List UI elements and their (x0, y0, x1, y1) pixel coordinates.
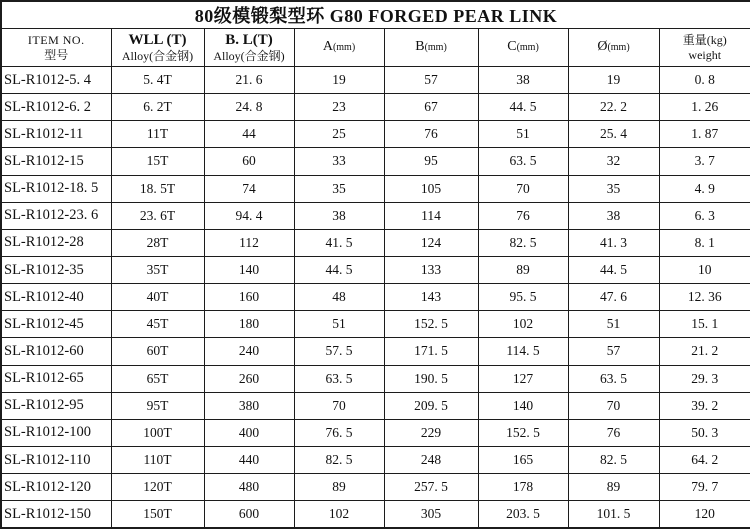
cell-diameter: 32 (568, 148, 659, 175)
cell-b: 114 (384, 202, 478, 229)
cell-weight: 50. 3 (659, 419, 750, 446)
cell-item-no: SL-R1012-40 (1, 284, 111, 311)
cell-bl: 480 (204, 474, 294, 501)
cell-a: 35 (294, 175, 384, 202)
cell-c: 89 (478, 256, 568, 283)
col-header-b-unit: (mm) (424, 42, 447, 54)
col-header-diameter (568, 29, 659, 67)
cell-b: 305 (384, 501, 478, 528)
cell-a: 23 (294, 94, 384, 121)
cell-c: 140 (478, 392, 568, 419)
cell-item-no: SL-R1012-45 (1, 311, 111, 338)
col-header-bl-sub: Alloy(合金钢) (213, 48, 285, 63)
cell-weight: 15. 1 (659, 311, 750, 338)
cell-item-no: SL-R1012-11 (1, 121, 111, 148)
cell-a: 102 (294, 501, 384, 528)
table-row (1, 365, 750, 392)
col-header-bl-main: B. L(T) (225, 31, 273, 48)
cell-weight: 12. 36 (659, 284, 750, 311)
cell-b: 105 (384, 175, 478, 202)
cell-bl: 112 (204, 229, 294, 256)
cell-item-no: SL-R1012-23. 6 (1, 202, 111, 229)
cell-a: 70 (294, 392, 384, 419)
cell-c: 203. 5 (478, 501, 568, 528)
cell-c: 127 (478, 365, 568, 392)
cell-bl: 180 (204, 311, 294, 338)
cell-b: 143 (384, 284, 478, 311)
col-header-wll-main: WLL (T) (128, 31, 187, 48)
cell-item-no: SL-R1012-100 (1, 419, 111, 446)
cell-b: 57 (384, 67, 478, 94)
col-header-a-unit: (mm) (332, 42, 356, 54)
cell-wll: 6. 2T (111, 94, 204, 121)
cell-weight: 6. 3 (659, 202, 750, 229)
table-title: 80级模锻梨型环 G80 FORGED PEAR LINK (1, 1, 750, 29)
col-header-diameter-letter: Ø (597, 39, 608, 55)
col-header-wll-sub: Alloy(合金钢) (121, 48, 194, 63)
cell-item-no: SL-R1012-35 (1, 256, 111, 283)
cell-b: 257. 5 (384, 474, 478, 501)
col-header-a-letter: A (322, 39, 333, 55)
cell-c: 114. 5 (478, 338, 568, 365)
cell-weight: 29. 3 (659, 365, 750, 392)
cell-wll: 100T (111, 419, 204, 446)
cell-bl: 60 (204, 148, 294, 175)
cell-weight: 1. 26 (659, 94, 750, 121)
cell-bl: 21. 6 (204, 67, 294, 94)
cell-a: 48 (294, 284, 384, 311)
col-header-item-no (1, 29, 111, 67)
cell-bl: 400 (204, 419, 294, 446)
col-header-wll (111, 29, 204, 67)
cell-item-no: SL-R1012-18. 5 (1, 175, 111, 202)
table-row (1, 148, 750, 175)
col-header-item-no-en: ITEM NO. (27, 32, 85, 47)
cell-diameter: 19 (568, 67, 659, 94)
table-body (1, 67, 750, 529)
cell-a: 51 (294, 311, 384, 338)
cell-weight: 1. 87 (659, 121, 750, 148)
table-row (1, 284, 750, 311)
cell-wll: 120T (111, 474, 204, 501)
cell-bl: 140 (204, 256, 294, 283)
cell-bl: 260 (204, 365, 294, 392)
cell-wll: 23. 6T (111, 202, 204, 229)
cell-a: 44. 5 (294, 256, 384, 283)
col-header-weight-cn: 重量(kg) (682, 33, 727, 48)
cell-wll: 40T (111, 284, 204, 311)
cell-c: 51 (478, 121, 568, 148)
cell-c: 95. 5 (478, 284, 568, 311)
cell-diameter: 76 (568, 419, 659, 446)
cell-item-no: SL-R1012-5. 4 (1, 67, 111, 94)
cell-b: 248 (384, 446, 478, 473)
cell-weight: 39. 2 (659, 392, 750, 419)
table-row (1, 121, 750, 148)
cell-wll: 11T (111, 121, 204, 148)
col-header-bl (204, 29, 294, 67)
table-row (1, 392, 750, 419)
col-header-b-letter: B (415, 39, 425, 55)
table-row (1, 419, 750, 446)
col-header-diameter-unit: (mm) (607, 42, 630, 54)
col-header-c-letter: C (507, 39, 517, 55)
cell-wll: 18. 5T (111, 175, 204, 202)
cell-diameter: 57 (568, 338, 659, 365)
cell-weight: 3. 7 (659, 148, 750, 175)
cell-diameter: 25. 4 (568, 121, 659, 148)
table-row (1, 474, 750, 501)
table-row (1, 229, 750, 256)
col-header-c-unit: (mm) (516, 42, 539, 54)
cell-weight: 4. 9 (659, 175, 750, 202)
cell-b: 229 (384, 419, 478, 446)
cell-bl: 160 (204, 284, 294, 311)
cell-wll: 28T (111, 229, 204, 256)
col-header-c (478, 29, 568, 67)
header-row (1, 29, 750, 67)
cell-c: 102 (478, 311, 568, 338)
cell-diameter: 51 (568, 311, 659, 338)
cell-c: 82. 5 (478, 229, 568, 256)
cell-bl: 380 (204, 392, 294, 419)
cell-bl: 240 (204, 338, 294, 365)
cell-b: 76 (384, 121, 478, 148)
cell-b: 171. 5 (384, 338, 478, 365)
title-row (1, 1, 750, 29)
cell-a: 19 (294, 67, 384, 94)
cell-bl: 24. 8 (204, 94, 294, 121)
cell-item-no: SL-R1012-15 (1, 148, 111, 175)
cell-diameter: 101. 5 (568, 501, 659, 528)
cell-b: 124 (384, 229, 478, 256)
cell-a: 25 (294, 121, 384, 148)
cell-item-no: SL-R1012-150 (1, 501, 111, 528)
table-row (1, 446, 750, 473)
cell-c: 152. 5 (478, 419, 568, 446)
cell-b: 95 (384, 148, 478, 175)
cell-c: 76 (478, 202, 568, 229)
cell-c: 165 (478, 446, 568, 473)
cell-b: 133 (384, 256, 478, 283)
table-row (1, 175, 750, 202)
col-header-b (384, 29, 478, 67)
cell-wll: 5. 4T (111, 67, 204, 94)
cell-item-no: SL-R1012-60 (1, 338, 111, 365)
cell-diameter: 22. 2 (568, 94, 659, 121)
cell-diameter: 89 (568, 474, 659, 501)
cell-c: 70 (478, 175, 568, 202)
cell-weight: 21. 2 (659, 338, 750, 365)
cell-weight: 79. 7 (659, 474, 750, 501)
cell-wll: 95T (111, 392, 204, 419)
cell-a: 76. 5 (294, 419, 384, 446)
cell-item-no: SL-R1012-120 (1, 474, 111, 501)
cell-weight: 64. 2 (659, 446, 750, 473)
cell-diameter: 41. 3 (568, 229, 659, 256)
cell-bl: 74 (204, 175, 294, 202)
table-row (1, 202, 750, 229)
cell-diameter: 70 (568, 392, 659, 419)
cell-wll: 60T (111, 338, 204, 365)
cell-bl: 94. 4 (204, 202, 294, 229)
table-row (1, 338, 750, 365)
cell-bl: 440 (204, 446, 294, 473)
cell-weight: 8. 1 (659, 229, 750, 256)
cell-item-no: SL-R1012-65 (1, 365, 111, 392)
table-row (1, 67, 750, 94)
table-row (1, 311, 750, 338)
cell-wll: 35T (111, 256, 204, 283)
table-row (1, 501, 750, 528)
table-row (1, 94, 750, 121)
cell-wll: 65T (111, 365, 204, 392)
cell-wll: 150T (111, 501, 204, 528)
cell-diameter: 47. 6 (568, 284, 659, 311)
cell-b: 209. 5 (384, 392, 478, 419)
cell-wll: 15T (111, 148, 204, 175)
cell-diameter: 63. 5 (568, 365, 659, 392)
cell-item-no: SL-R1012-6. 2 (1, 94, 111, 121)
cell-weight: 120 (659, 501, 750, 528)
cell-item-no: SL-R1012-110 (1, 446, 111, 473)
cell-a: 57. 5 (294, 338, 384, 365)
cell-weight: 0. 8 (659, 67, 750, 94)
cell-b: 67 (384, 94, 478, 121)
cell-weight: 10 (659, 256, 750, 283)
col-header-item-no-cn: 型号 (44, 48, 69, 63)
col-header-a (294, 29, 384, 67)
cell-wll: 45T (111, 311, 204, 338)
cell-c: 178 (478, 474, 568, 501)
table-row (1, 256, 750, 283)
cell-diameter: 35 (568, 175, 659, 202)
cell-bl: 44 (204, 121, 294, 148)
cell-c: 44. 5 (478, 94, 568, 121)
cell-c: 38 (478, 67, 568, 94)
cell-item-no: SL-R1012-95 (1, 392, 111, 419)
cell-a: 33 (294, 148, 384, 175)
cell-diameter: 82. 5 (568, 446, 659, 473)
cell-c: 63. 5 (478, 148, 568, 175)
cell-a: 38 (294, 202, 384, 229)
cell-bl: 600 (204, 501, 294, 528)
cell-b: 190. 5 (384, 365, 478, 392)
col-header-weight-en: weight (688, 47, 722, 62)
cell-a: 82. 5 (294, 446, 384, 473)
cell-a: 89 (294, 474, 384, 501)
col-header-weight (659, 29, 750, 67)
cell-a: 63. 5 (294, 365, 384, 392)
cell-diameter: 38 (568, 202, 659, 229)
cell-wll: 110T (111, 446, 204, 473)
cell-diameter: 44. 5 (568, 256, 659, 283)
cell-a: 41. 5 (294, 229, 384, 256)
cell-item-no: SL-R1012-28 (1, 229, 111, 256)
cell-b: 152. 5 (384, 311, 478, 338)
